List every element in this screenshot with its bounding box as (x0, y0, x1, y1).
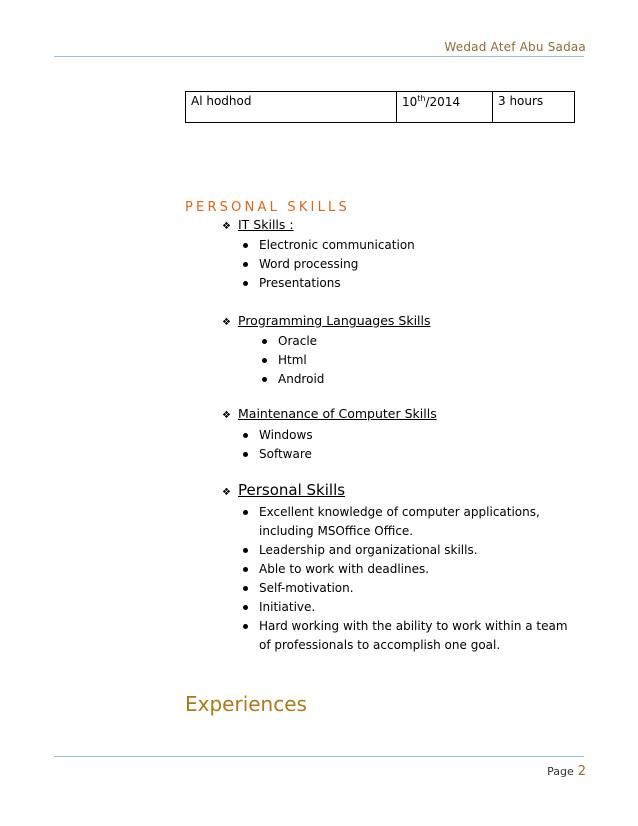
round-bullet-icon (243, 262, 248, 267)
page-number: 2 (577, 764, 586, 779)
it-skills-list (243, 236, 415, 293)
round-bullet-icon (262, 377, 267, 382)
course-table (185, 91, 575, 123)
round-bullet-icon (243, 281, 248, 286)
list-item: Oracle (262, 332, 324, 351)
round-bullet-icon (243, 243, 248, 248)
category-title: IT Skills : (238, 217, 294, 232)
list-item: Initiative. (243, 598, 578, 617)
section-title-personal-skills: PERSONAL SKILLS (185, 200, 350, 215)
list-item: Android (262, 370, 324, 389)
course-duration-cell: 3 hours (493, 92, 575, 123)
category-it-skills (222, 217, 294, 232)
course-date-cell (397, 92, 493, 123)
round-bullet-icon (243, 624, 248, 629)
course-name-cell: Al hodhod (186, 92, 397, 123)
personal-skills-list (243, 503, 578, 655)
round-bullet-icon (243, 452, 248, 457)
round-bullet-icon (262, 358, 267, 363)
list-item: Leadership and organizational skills. (243, 541, 578, 560)
round-bullet-icon (243, 548, 248, 553)
list-item: Windows (243, 426, 313, 445)
category-personal-skills (222, 481, 345, 499)
section-title-experiences: Experiences (185, 692, 307, 716)
category-maintenance (222, 406, 437, 421)
table-row (186, 92, 575, 123)
programming-languages-list (262, 332, 324, 389)
maintenance-list (243, 426, 313, 464)
date-rest: /2014 (425, 95, 461, 109)
list-item: Able to work with deadlines. (243, 560, 578, 579)
category-title: Maintenance of Computer Skills (238, 406, 437, 421)
page-number-footer (547, 764, 586, 779)
diamond-bullet-icon: ❖ (222, 487, 231, 498)
list-item: Electronic communication (243, 236, 415, 255)
footer-rule (54, 756, 584, 757)
list-item: Html (262, 351, 324, 370)
list-item: Excellent knowledge of computer applications, including MSOffice Office. (243, 503, 578, 541)
date-suffix: th (417, 94, 426, 103)
list-item: Software (243, 445, 313, 464)
diamond-bullet-icon: ❖ (222, 221, 231, 232)
category-title: Personal Skills (238, 481, 346, 499)
list-item: Self-motivation. (243, 579, 578, 598)
category-title: Programming Languages Skills (238, 313, 431, 328)
list-item: Hard working with the ability to work within a team of professionals to accomplish one goal. (243, 617, 578, 655)
round-bullet-icon (243, 605, 248, 610)
round-bullet-icon (262, 339, 267, 344)
list-item: Word processing (243, 255, 415, 274)
diamond-bullet-icon: ❖ (222, 317, 231, 328)
round-bullet-icon (243, 567, 248, 572)
page-label: Page (547, 765, 574, 778)
header-rule (54, 56, 584, 57)
round-bullet-icon (243, 433, 248, 438)
category-programming-languages (222, 313, 431, 328)
round-bullet-icon (243, 586, 248, 591)
diamond-bullet-icon: ❖ (222, 410, 231, 421)
round-bullet-icon (243, 510, 248, 515)
list-item: Presentations (243, 274, 415, 293)
date-day: 10 (402, 95, 418, 109)
header-author: Wedad Atef Abu Sadaa (444, 40, 586, 54)
